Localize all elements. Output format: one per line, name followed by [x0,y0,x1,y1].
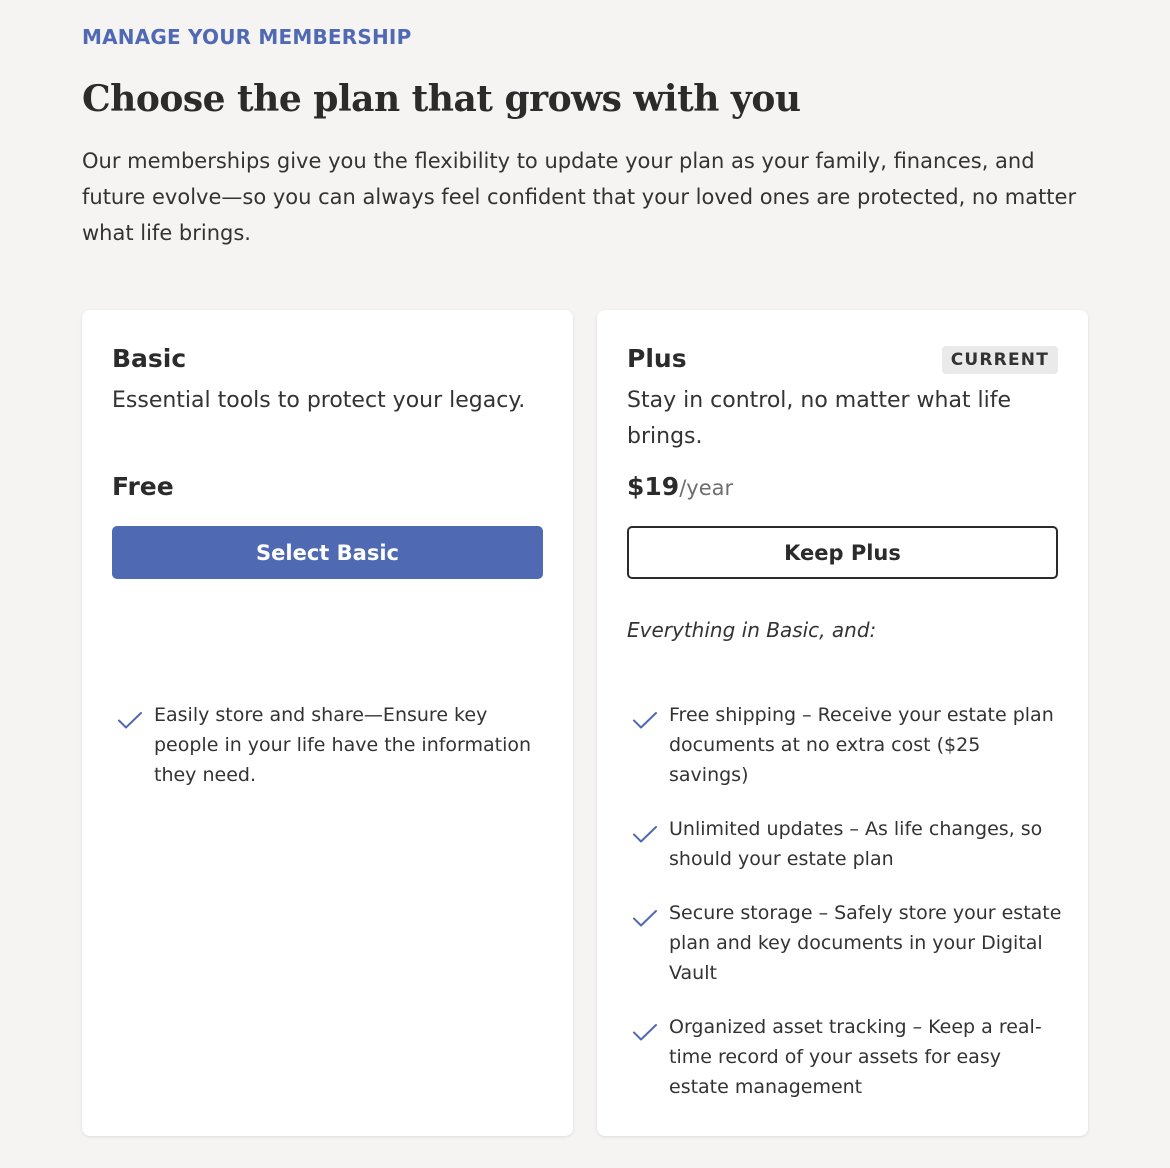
check-icon [630,822,660,846]
plan-card-plus [597,310,1088,1136]
feature-text: Free shipping – Receive your estate plan documents at no extra cost ($25 savings) [669,704,1054,786]
keep-plus-button[interactable]: Keep Plus [627,526,1058,579]
list-item [627,700,1067,790]
plan-description: Stay in control, no matter what life brings. [627,388,1012,449]
eyebrow-label: MANAGE YOUR MEMBERSHIP [82,25,412,49]
list-item [627,1012,1067,1102]
price-amount: $19 [627,472,680,501]
check-icon [630,708,660,732]
select-basic-button[interactable]: Select Basic [112,526,543,579]
price-period: /year [679,476,734,500]
plan-card-basic [82,310,573,1136]
plan-name: Plus [627,344,687,373]
feature-text: Unlimited updates – As life changes, so should your estate plan [669,818,1043,870]
price-amount: Free [112,472,174,501]
list-item [627,814,1067,874]
includes-label: Everything in Basic, and: [627,618,877,642]
current-badge: CURRENT [942,346,1058,374]
check-icon [630,1020,660,1044]
feature-text: Easily store and share—Ensure key people in your life have the information they need. [154,704,532,786]
plan-price [627,472,733,501]
plan-name: Basic [112,344,187,373]
feature-text: Organized asset tracking – Keep a real-time record of your assets for easy estate management [669,1016,1042,1098]
feature-list [627,700,1067,1126]
feature-list [112,700,552,814]
plan-price [112,472,174,501]
list-item [112,700,552,790]
intro-text: Our memberships give you the flexibility to update your plan as your family, finances, and future evolve—so you can always feel confident that your loved ones are protected, no matter what life brings. [82,149,1077,245]
check-icon [115,708,145,732]
check-icon [630,906,660,930]
plan-description: Essential tools to protect your legacy. [112,388,526,413]
list-item [627,898,1067,988]
page-title: Choose the plan that grows with you [82,78,801,120]
feature-text: Secure storage – Safely store your estate plan and key documents in your Digital Vault [669,902,1062,984]
